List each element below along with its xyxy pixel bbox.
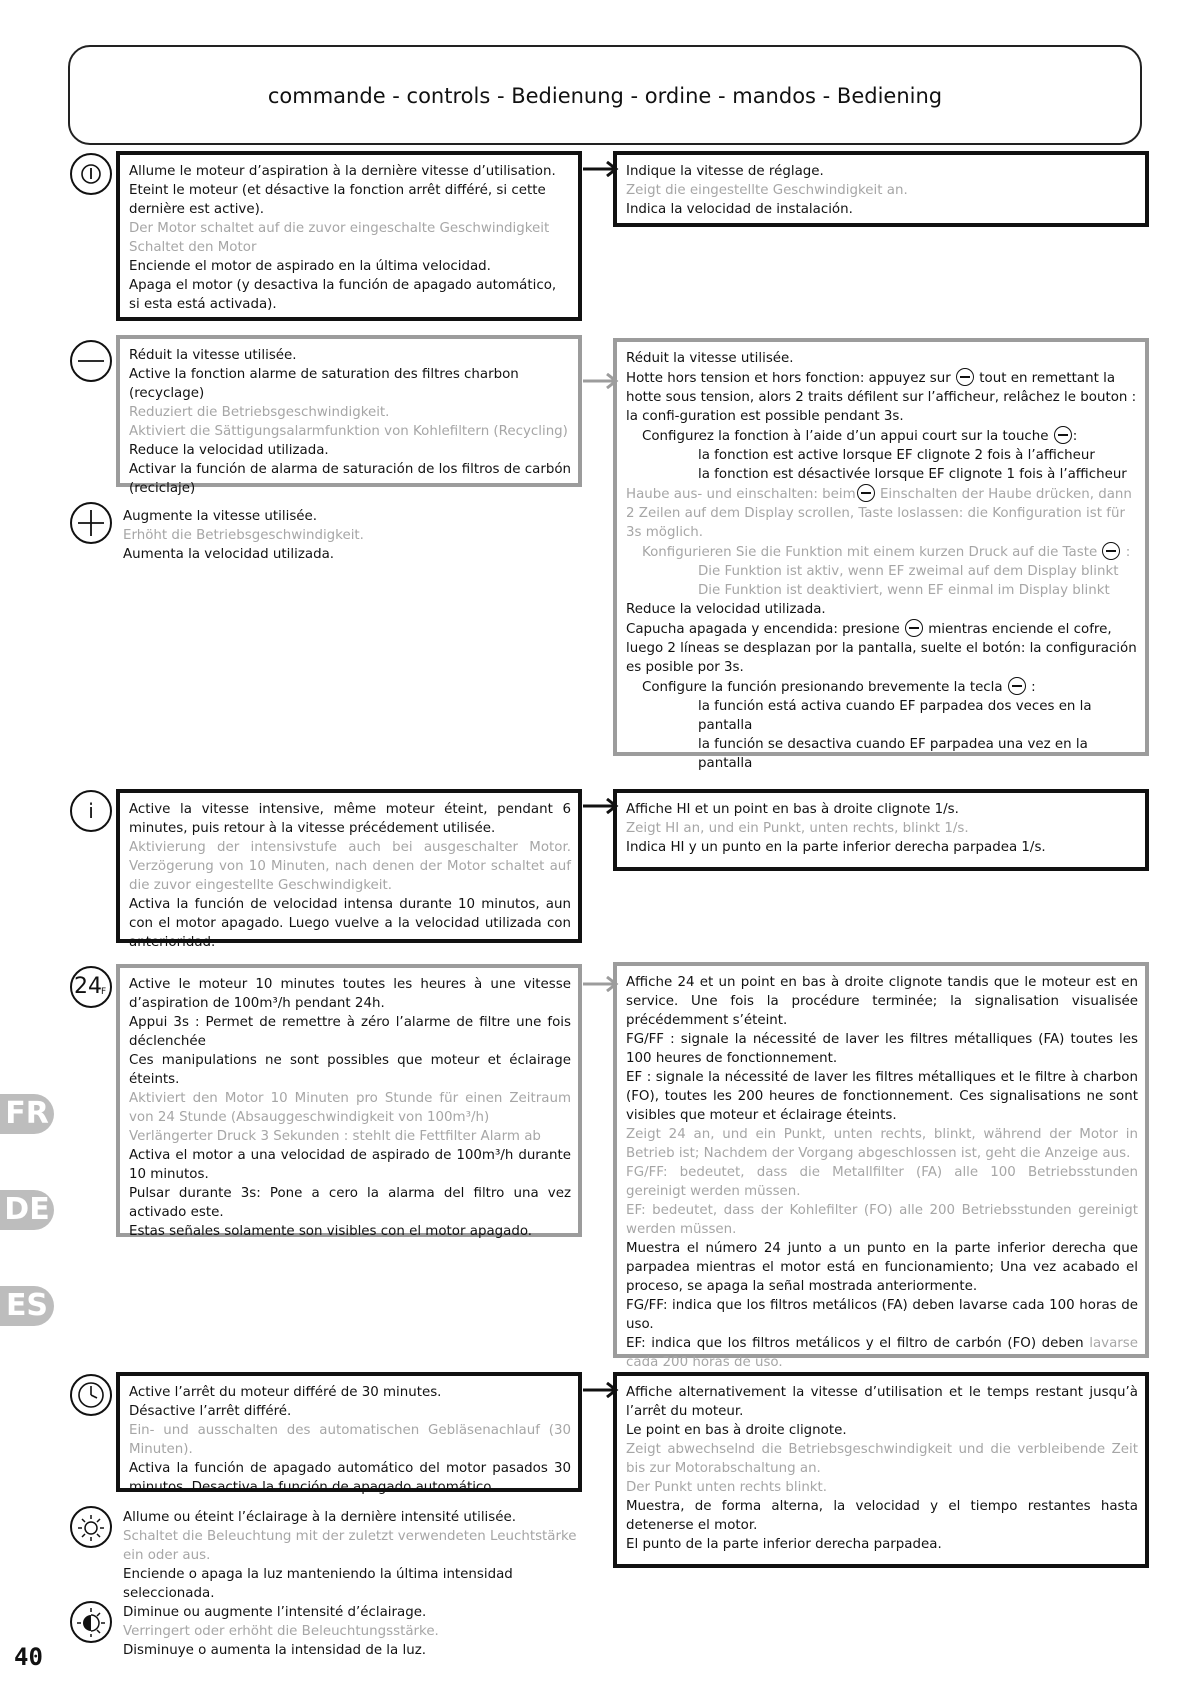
plus-de: Erhöht die Betriebsgeschwindigkeit.: [123, 528, 364, 543]
dimmer-fr: Diminue ou augmente l’intensité d’éclairage.: [123, 1605, 427, 1620]
dimmer-de: Verringert oder erhöht die Beleuchtungsstärke.: [123, 1624, 439, 1639]
intensive-display-es: Indica HI y un punto en la parte inferior derecha parpadea 1/s.: [626, 840, 1046, 855]
timer-icon: [70, 1374, 112, 1416]
intensive-description-box: [116, 789, 582, 950]
timer-es: Activa la función de apagado automático del motor pasados 30 minutos. Desactiva la función de apagado automático.: [129, 1461, 571, 1495]
minus-de-2: Aktiviert die Sättigungsalarmfunktion von Kohlefiltern (Recycling): [129, 424, 568, 439]
light-fr: Allume ou éteint l’éclairage à la dernière intensité utilisée.: [123, 1510, 516, 1525]
page-title: commande - controls - Bedienung - ordine - mandos - Bediening: [267, 84, 943, 108]
24h-fr-3: Ces manipulations ne sont possibles que moteur et éclairage éteints.: [129, 1053, 571, 1087]
intensive-de: Aktivierung der intensivstufe auch bei ausgeschalter Motor. Verzögerung von 10 Minuten, nach denen der Motor schaltet auf die zuvor eingestellte Geschwindigkeit.: [129, 840, 571, 893]
power-display-box: [613, 151, 1149, 227]
minus-cfg-es-4: la función está activa cuando EF parpadea dos veces en la pantalla: [698, 699, 1092, 733]
minus-cfg-es-2a: Capucha apagada y encendida: presione: [626, 622, 900, 637]
timer-display-fr-2: Le point en bas à droite clignote.: [626, 1423, 847, 1438]
power-es-2: Apaga el motor (y desactiva la función de apagado automático, si esta está activada).: [129, 278, 557, 312]
plus-fr: Augmente la vitesse utilisée.: [123, 509, 318, 524]
minus-key-icon: [1008, 677, 1026, 695]
power-fr-2: Eteint le moteur (et désactive la fonction arrêt différé, si cette dernière est active).: [129, 183, 546, 217]
minus-cfg-fr-2a: Hotte hors tension et hors fonction: appuyez sur: [626, 371, 951, 386]
24h-fr-1: Active le moteur 10 minutes toutes les heures à une vitesse d’aspiration de 100m³/h pendant 24h.: [129, 977, 571, 1011]
minus-cfg-fr-5: la fonction est désactivée lorsque EF clignote 1 fois à l’afficheur: [698, 467, 1127, 482]
dimmer-description: [123, 1603, 583, 1660]
24h-es-2: Pulsar durante 3s: Pone a cero la alarma del filtro una vez activado este.: [129, 1186, 571, 1220]
light-icon: [70, 1506, 112, 1548]
timer-display-es-1: Muestra, de forma alterna, la velocidad y el tiempo restantes hasta detenerse el motor.: [626, 1499, 1138, 1533]
language-tab-fr: FR: [0, 1094, 54, 1134]
dimmer-icon: [70, 1601, 112, 1643]
language-tab-de: DE: [0, 1190, 54, 1230]
minus-cfg-de-3b: :: [1125, 545, 1131, 560]
power-de-2: Schaltet den Motor: [129, 240, 257, 255]
24h-display-de-2: FG/FF: bedeutet, dass die Metallfilter (FA) alle 100 Betriebsstunden gereinigt werden müssen.: [626, 1165, 1138, 1199]
minus-cfg-de-2a: Haube aus- und einschalten: beim: [626, 487, 856, 502]
timer-fr-2: Désactive l’arrêt différé.: [129, 1404, 292, 1419]
light-de: Schaltet die Beleuchtung mit der zuletzt verwendeten Leuchtstärke ein oder aus.: [123, 1529, 577, 1563]
24h-fr-2: Appui 3s : Permet de remettre à zéro l’alarme de filtre une fois déclenchée: [129, 1015, 571, 1049]
24h-display-de-3: EF: bedeutet, dass der Kohlefilter (FO) alle 200 Betriebsstunden gereinigt werden müssen.: [626, 1203, 1138, 1237]
timer-de: Ein- und ausschalten des automatischen Gebläsenachlauf (30 Minuten).: [129, 1423, 571, 1457]
minus-cfg-fr-2b: tout en remettant la hotte sous tension, alors 2 traits défilent sur l’afficheur, relâchez le bouton : la confi-guration est possible pendant 3s.: [626, 371, 1137, 424]
power-icon: [70, 153, 112, 195]
timer-display-de-2: Der Punkt unten rechts blinkt.: [626, 1480, 828, 1495]
24h-display-es-1: Muestra el número 24 junto a un punto en la parte inferior derecha que parpadea mientras el motor está en funcionamiento; Una vez acabado el proceso, se apaga la señal mostrada anteriormente.: [626, 1241, 1138, 1294]
minus-cfg-de-5: Die Funktion ist deaktiviert, wenn EF einmal im Display blinkt: [698, 583, 1110, 598]
header-frame: [68, 45, 1142, 145]
minus-cfg-es-5: la función se desactiva cuando EF parpadea una vez en la pantalla: [698, 737, 1088, 771]
light-es: Enciende o apaga la luz manteniendo la última intensidad seleccionada.: [123, 1567, 513, 1601]
minus-key-icon: [905, 619, 923, 637]
plus-es: Aumenta la velocidad utilizada.: [123, 547, 335, 562]
intensive-fr: Active la vitesse intensive, même moteur éteint, pendant 6 minutes, puis retour à la vitesse précédement utilisée.: [129, 802, 571, 836]
minus-cfg-fr-3b: :: [1072, 429, 1078, 444]
minus-cfg-es-3a: Configure la función presionando brevemente la tecla: [642, 680, 1003, 695]
minus-cfg-fr-4: la fonction est active lorsque EF clignote 2 fois à l’afficheur: [698, 448, 1095, 463]
minus-cfg-fr-1: Réduit la vitesse utilisée.: [626, 351, 794, 366]
24h-display-fr-2: FG/FF : signale la nécessité de laver les filtres métalliques (FA) toutes les 100 heures de fonctionnement.: [626, 1032, 1138, 1066]
minus-cfg-de-4: Die Funktion ist aktiv, wenn EF zweimal auf dem Display blinkt: [698, 564, 1119, 579]
24h-display-fr-1: Affiche 24 et un point en bas à droite clignote tandis que le moteur est en service. Une fois la procédure terminée; la signalisation visualisée précédemment s’éteint.: [626, 975, 1138, 1028]
intensive-es: Activa la función de velocidad intensa durante 10 minutos, aun con el motor apagado. Luego vuelve a la velocidad utilizada con anterioridad.: [129, 897, 571, 950]
24h-de-1: Aktiviert den Motor 10 Minuten pro Stunde für einen Zeitraum von 24 Stunde (Absauggeschwindigkeit von 100m³/h): [129, 1091, 571, 1125]
minus-cfg-de-3a: Konfigurieren Sie die Funktion mit einem kurzen Druck auf die Taste: [642, 545, 1098, 560]
minus-configuration-box: [613, 338, 1149, 771]
24h-es-1: Activa el motor a una velocidad de aspirado de 100m³/h durante 10 minutos.: [129, 1148, 571, 1182]
power-de-1: Der Motor schaltet auf die zuvor eingeschalte Geschwindigkeit: [129, 221, 550, 236]
intensive-display-box: [613, 789, 1149, 871]
intensive-icon-label: i: [88, 799, 94, 823]
24h-icon-label: 24: [74, 974, 102, 999]
timer-display-fr-1: Affiche alternativement la vitesse d’utilisation et le temps restant jusqu’à l’arrêt du moteur.: [626, 1385, 1138, 1419]
minus-key-icon: [1054, 426, 1072, 444]
minus-de-1: Reduziert die Betriebsgeschwindigkeit.: [129, 405, 390, 420]
page-number: 40: [14, 1643, 43, 1671]
power-display-es: Indica la velocidad de instalación.: [626, 202, 853, 217]
minus-cfg-es-3b: :: [1031, 680, 1036, 695]
power-display-de: Zeigt die eingestellte Geschwindigkeit an.: [626, 183, 908, 198]
24h-display-es-3-tail: lavarse cada 200 horas de uso.: [626, 1336, 1138, 1370]
minus-es-2: Activar la función de alarma de saturación de los filtros de carbón (reciclaje): [129, 462, 572, 496]
minus-key-icon: [956, 368, 974, 386]
language-tab-es: ES: [0, 1286, 54, 1326]
power-description-box: [116, 151, 582, 321]
24h-display-de-1: Zeigt 24 an, und ein Punkt, unten rechts, blinkt, während der Motor in Betrieb ist; Nachdem der Vorgang abgeschlossen ist, geht die Anzeige aus.: [626, 1127, 1138, 1161]
timer-display-es-2: El punto de la parte inferior derecha parpadea.: [626, 1537, 942, 1552]
timer-description-box: [116, 1372, 582, 1495]
24h-display-box: [613, 962, 1149, 1370]
intensive-display-fr: Affiche HI et un point en bas à droite clignote 1/s.: [626, 802, 959, 817]
power-es-1: Enciende el motor de aspirado en la última velocidad.: [129, 259, 491, 274]
plus-icon: [70, 502, 112, 544]
minus-cfg-de-2b: Einschalten der Haube drücken, dann 2 Zeilen auf dem Display scrollen, Taste loslassen: die Konfiguration ist für 3s möglich.: [626, 487, 1132, 540]
24h-display-es-3: EF: indica que los filtros metálicos y el filtro de carbón (FO) deben: [626, 1336, 1084, 1351]
dimmer-es: Disminuye o aumenta la intensidad de la luz.: [123, 1643, 426, 1658]
24h-display-es-2: FG/FF: indica que los filtros metálicos (FA) deben lavarse cada 100 horas de uso.: [626, 1298, 1138, 1332]
minus-cfg-fr-3a: Configurez la fonction à l’aide d’un appui court sur la touche: [642, 429, 1049, 444]
24h-display-fr-3: EF : signale la nécessité de laver les filtres métalliques et le filtre à charbon (FO), toutes les 200 heures de fonctionnement. Ces signalisations ne sont visibles que moteur et éclairage éteints.: [626, 1070, 1138, 1123]
intensive-display-de: Zeigt HI an, und ein Punkt, unten rechts, blinkt 1/s.: [626, 821, 969, 836]
timer-fr-1: Active l’arrêt du moteur différé de 30 minutes.: [129, 1385, 442, 1400]
minus-description-box: [116, 335, 582, 496]
minus-es-1: Reduce la velocidad utilizada.: [129, 443, 329, 458]
power-fr-1: Allume le moteur d’aspiration à la dernière vitesse d’utilisation.: [129, 164, 556, 179]
minus-cfg-es-1: Reduce la velocidad utilizada.: [626, 602, 826, 617]
light-description: [123, 1508, 583, 1603]
power-display-fr: Indique la vitesse de réglage.: [626, 164, 824, 179]
intensive-icon: [70, 790, 112, 832]
minus-cfg-es-2b: mientras enciende el cofre, luego 2 líneas se desplazan por la pantalla, suelte el botón: la configuración es posible por 3s.: [626, 622, 1137, 675]
24h-es-3: Estas señales solamente son visibles con el motor apagado.: [129, 1224, 533, 1239]
plus-description: [123, 507, 563, 564]
24h-de-2: Verlängerter Druck 3 Sekunden : stehlt die Fettfilter Alarm ab: [129, 1129, 541, 1144]
minus-key-icon: [857, 484, 875, 502]
minus-fr-2: Active la fonction alarme de saturation des filtres charbon (recyclage): [129, 367, 519, 401]
timer-display-de-1: Zeigt abwechselnd die Betriebsgeschwindigkeit und die verbleibende Zeit bis zur Motorabschaltung an.: [626, 1442, 1138, 1476]
minus-fr-1: Réduit la vitesse utilisée.: [129, 348, 297, 363]
24h-description-box: [116, 964, 582, 1237]
24h-icon: [70, 966, 112, 1008]
24h-icon-sub: F: [101, 987, 107, 997]
minus-icon: [70, 340, 112, 382]
minus-key-icon: [1102, 542, 1120, 560]
timer-display-box: [613, 1372, 1149, 1568]
